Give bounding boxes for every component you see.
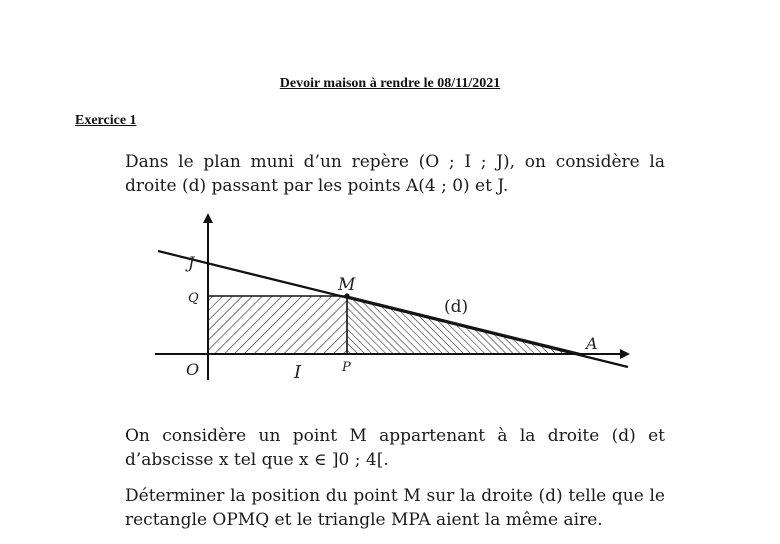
figure-svg [150,210,640,385]
label-i: I [294,362,302,383]
label-p: P [342,360,351,375]
exercise-question: Déterminer la position du point M sur la droite (d) telle que le rectangle OPMQ et le triangle MPA aient la même aire. [125,486,665,530]
exercise-heading: Exercice 1 [75,113,137,128]
page-title: Devoir maison à rendre le 08/11/2021 [279,76,501,91]
x-axis-arrow [620,349,630,359]
label-m: M [338,275,356,295]
geometry-figure [150,210,640,390]
rectangle-opmq [208,296,347,354]
exercise-statement-intro: Dans le plan muni d’un repère (O ; I ; J), on considère la droite (d) passant par les points A(4 ; 0) et J. [125,152,665,196]
label-j: J [188,253,195,272]
y-axis-arrow [203,213,213,223]
label-a: A [586,334,598,353]
exercise-statement-point: On considère un point M appartenant à la droite (d) et d’abscisse x tel que x ∈ ]0 ; 4[. [125,426,665,470]
label-line-d: (d) [444,297,469,317]
label-o: O [186,360,200,379]
label-q: Q [188,291,199,306]
